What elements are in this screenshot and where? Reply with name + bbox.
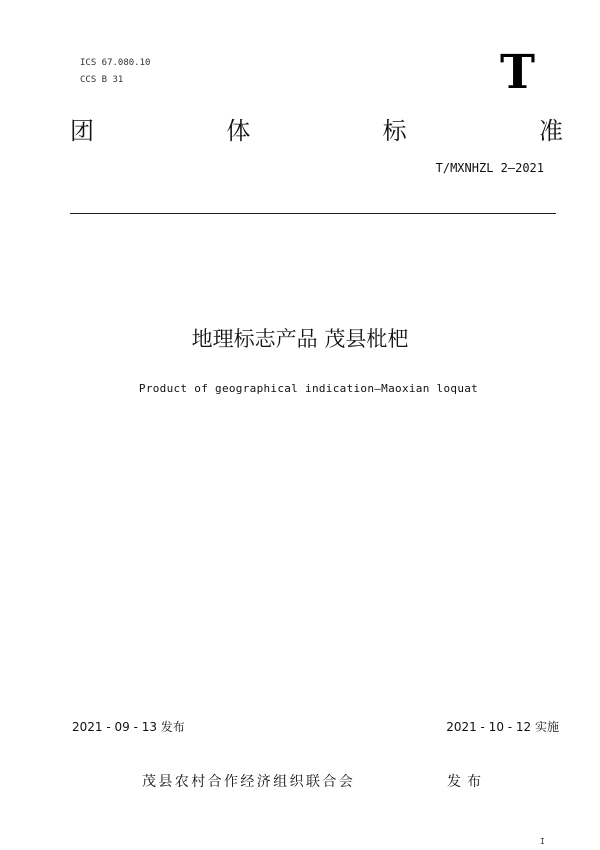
publishing-organization: 茂县农村合作经济组织联合会 [142, 774, 356, 790]
standard-number: T/MXNHZL 2—2021 [435, 161, 544, 175]
standard-type-char: 准 [538, 117, 563, 145]
publish-label: 发布 [447, 774, 487, 790]
standard-type-heading [70, 117, 563, 145]
standard-type-char: 标 [382, 117, 407, 145]
page-number: I [540, 837, 545, 846]
document-title-english: Product of geographical indication—Maoxian loquat [138, 382, 479, 395]
standard-mark: T [500, 45, 535, 100]
document-title-chinese: 地理标志产品 茂县枇杷 [191, 327, 409, 351]
ccs-code: CCS B 31 [80, 75, 124, 85]
standard-type-char: 团 [70, 117, 94, 145]
issue-date: 2021 - 09 - 13 发布 [72, 720, 185, 734]
ics-code: ICS 67.080.10 [80, 58, 151, 68]
implementation-date: 2021 - 10 - 12 实施 [446, 720, 559, 734]
standard-type-char: 体 [226, 117, 251, 145]
header-divider [70, 213, 556, 214]
